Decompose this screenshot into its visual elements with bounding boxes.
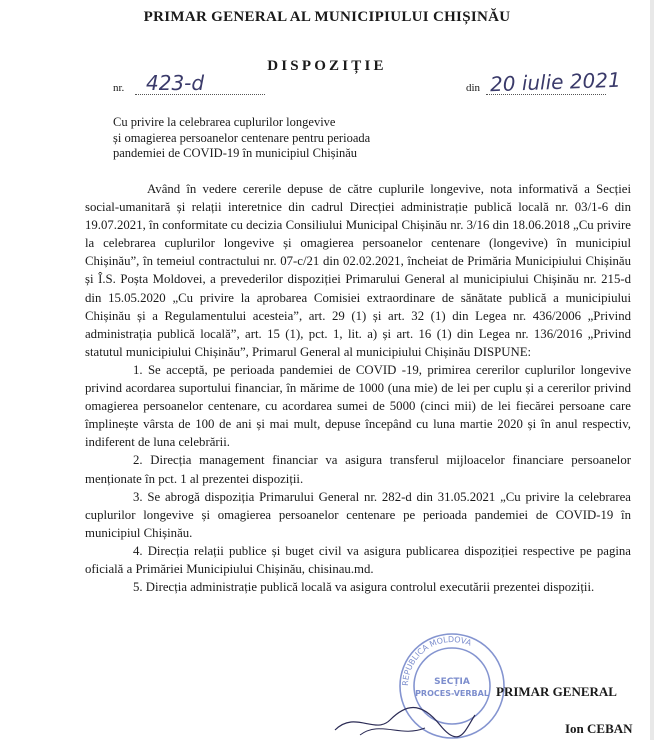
document-date: 20 iulie 2021 (489, 67, 622, 97)
subject-line: pandemiei de COVID-19 în municipiul Chișinău (113, 146, 358, 160)
stamp-ring-text: REPUBLICA MOLDOVA (400, 634, 473, 687)
stamp-center-line: PROCES-VERBAL (415, 689, 489, 698)
signature-name: Ion CEBAN (565, 721, 633, 736)
preamble-paragraph: Având în vedere cererile depuse de către cuplurile longevive, nota informativă a Secției social-umanitară și relații interetnice din cadrul Direcției administrație publică locală nr. 03/1-6 din 19.07.2021, în conformitate cu decizia Consiliului Municipal Chișinău nr. 3/16 din 18.06.2018 „Cu privire la celebrarea cuplurilor longevive și omagierea persoanelor centenare (longevive) în municipiul Chișinău”, în temeiul contractului nr. 07-c/21 din 02.02.2021, încheiat de Primăria Municipiului Chișinău și Î.S. Poșta Moldovei, a prevederilor dispoziției Primarului General al municipiului Chișinău nr. 215-d din 15.05.2020 „Cu privire la aprobarea Comisiei extraordinare de sănătate publică a municipiului Chișinău și a Regulamentului acesteia”, art. 29 (1) și art. 32 (1) din Legea nr. 436/2006 „Privind administrația publică locală”, art. 15 (1), pct. 1, lit. a) și art. 16 (1) din Legea nr. 136/2016 „Privind statutul municipiului Chișinău”, Primarul General al municipiului Chișinău DISPUNE: (85, 182, 631, 359)
number-underline (135, 94, 265, 95)
date-label: din (466, 82, 481, 94)
disposition-item: 1. Se acceptă, pe perioada pandemiei de COVID -19, primirea cererilor cuplurilor longevive privind acordarea suportului financiar, în mărime de 1000 (una mie) de lei per cuplu și a cererilor privind omagierea persoanelor centenare, cu acordarea sumei de 5000 (cinci mii) de lei fiecărei persoane care împlinește vârsta de 100 de ani și mai mult, depuse începând cu luna martie 2020 și în anul respectiv, indiferent de luna celebrării. (85, 362, 631, 450)
subject-block (113, 115, 433, 162)
disposition-item: 4. Direcția relații publice și buget civil va asigura publicarea dispoziției respective pe pagina oficială a Primăriei Municipiului Chișinău, chisinau.md. (85, 543, 631, 576)
institution-header: PRIMAR GENERAL AL MUNICIPIULUI CHIȘINĂU (143, 9, 511, 25)
document-title: DISPOZIȚIE (267, 58, 387, 74)
signature-role: PRIMAR GENERAL (496, 684, 617, 699)
page-edge (650, 0, 654, 740)
handwritten-signature (330, 690, 480, 740)
disposition-item: 3. Se abrogă dispoziția Primarului General nr. 282-d din 31.05.2021 „Cu privire la celebrarea cuplurilor longevive și omagierea persoanelor centenare pe perioada pandemiei de COVID-19 în municipiul Chișinău. (85, 489, 631, 540)
disposition-item: 5. Direcția administrație publică locală va asigura controlul executării prezentei dispoziții. (133, 580, 595, 595)
document-body (85, 180, 631, 596)
date-underline (486, 94, 606, 95)
disposition-item: 2. Direcția management financiar va asigura transferul mijloacelor financiare persoanelor menționate în pct. 1 al prezentei dispoziții. (85, 453, 631, 486)
document-number: 423-d (146, 71, 205, 95)
number-label: nr. (113, 82, 125, 94)
subject-line: și omagierea persoanelor centenare pentru perioada (113, 130, 371, 145)
stamp-center-line: SECȚIA (434, 677, 470, 687)
subject-line: Cu privire la celebrarea cuplurilor longevive (113, 115, 336, 129)
